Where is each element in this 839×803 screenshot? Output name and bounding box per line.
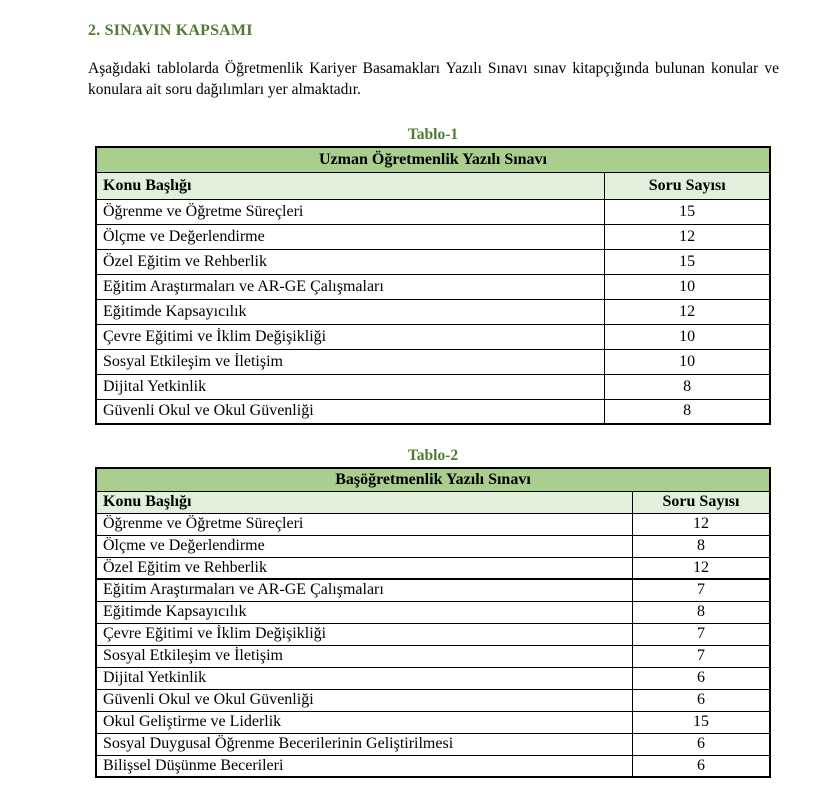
table-body [96,513,770,777]
topic-cell: Dijital Yetkinlik [96,667,633,689]
table-title: Uzman Öğretmenlik Yazılı Sınavı [96,147,770,172]
topic-cell: Çevre Eğitimi ve İklim Değişikliği [96,623,633,645]
topic-cell: Eğitim Araştırmaları ve AR-GE Çalışmaları [96,274,605,299]
question-count-cell: 10 [605,349,770,374]
topic-cell: Eğitimde Kapsayıcılık [96,601,633,623]
uzman-ogretmenlik-table [95,146,771,425]
column-header-count: Soru Sayısı [633,491,771,513]
topic-cell: Güvenli Okul ve Okul Güvenliği [96,689,633,711]
column-header-count: Soru Sayısı [605,172,770,199]
question-count-cell: 6 [633,689,771,711]
topic-cell: Eğitimde Kapsayıcılık [96,299,605,324]
topic-cell: Ölçme ve Değerlendirme [96,224,605,249]
question-count-cell: 7 [633,579,771,601]
question-count-cell: 15 [633,711,771,733]
table-row [96,623,770,645]
table-row [96,755,770,777]
table-row [96,667,770,689]
question-count-cell: 6 [633,755,771,777]
table-row [96,645,770,667]
table-row [96,711,770,733]
question-count-cell: 10 [605,274,770,299]
topic-cell: Sosyal Duygusal Öğrenme Becerilerinin Geliştirilmesi [96,733,633,755]
topic-cell: Çevre Eğitimi ve İklim Değişikliği [96,324,605,349]
table-title-row [96,468,770,491]
column-header-row [96,172,770,199]
question-count-cell: 8 [633,601,771,623]
table-row [96,224,770,249]
table-row [96,601,770,623]
table-row [96,199,770,224]
topic-cell: Okul Geliştirme ve Liderlik [96,711,633,733]
table-row [96,324,770,349]
table-row [96,579,770,601]
topic-cell: Güvenli Okul ve Okul Güvenliği [96,399,605,424]
basogretmenlik-table [95,467,771,778]
table-row [96,299,770,324]
table-row [96,513,770,535]
intro-paragraph: Aşağıdaki tablolarda Öğretmenlik Kariyer Basamakları Yazılı Sınavı sınav kitapçığında bulunan konular ve konulara ait soru dağılımları yer almaktadır. [88,60,779,98]
table-row [96,399,770,424]
table-body [96,199,770,424]
table-row [96,557,770,579]
table-caption: Tablo-1 [407,126,459,143]
question-count-cell: 15 [605,199,770,224]
question-count-cell: 15 [605,249,770,274]
question-count-cell: 8 [605,374,770,399]
table-block-basogretmen [95,447,771,778]
question-count-cell: 12 [633,557,771,579]
column-header-topic: Konu Başlığı [96,491,633,513]
question-count-cell: 7 [633,623,771,645]
topic-cell: Öğrenme ve Öğretme Süreçleri [96,513,633,535]
table-row [96,689,770,711]
column-header-row [96,491,770,513]
question-count-cell: 12 [605,299,770,324]
table-row [96,733,770,755]
table-row [96,374,770,399]
topic-cell: Sosyal Etkileşim ve İletişim [96,349,605,374]
table-row [96,535,770,557]
column-header-topic: Konu Başlığı [96,172,605,199]
question-count-cell: 10 [605,324,770,349]
topic-cell: Özel Eğitim ve Rehberlik [96,249,605,274]
table-block-uzman [95,126,771,425]
topic-cell: Özel Eğitim ve Rehberlik [96,557,633,579]
topic-cell: Sosyal Etkileşim ve İletişim [96,645,633,667]
table-row [96,274,770,299]
question-count-cell: 6 [633,733,771,755]
topic-cell: Öğrenme ve Öğretme Süreçleri [96,199,605,224]
question-count-cell: 8 [605,399,770,424]
question-count-cell: 6 [633,667,771,689]
topic-cell: Dijital Yetkinlik [96,374,605,399]
topic-cell: Eğitim Araştırmaları ve AR-GE Çalışmaları [96,579,633,601]
topic-cell: Bilişsel Düşünme Becerileri [96,755,633,777]
question-count-cell: 8 [633,535,771,557]
question-count-cell: 7 [633,645,771,667]
table-caption: Tablo-2 [407,447,459,464]
question-count-cell: 12 [605,224,770,249]
table-title-row [96,147,770,172]
question-count-cell: 12 [633,513,771,535]
table-row [96,349,770,374]
topic-cell: Ölçme ve Değerlendirme [96,535,633,557]
table-title: Başöğretmenlik Yazılı Sınavı [96,468,770,491]
table-row [96,249,770,274]
section-heading: 2. SINAVIN KAPSAMI [88,22,253,39]
